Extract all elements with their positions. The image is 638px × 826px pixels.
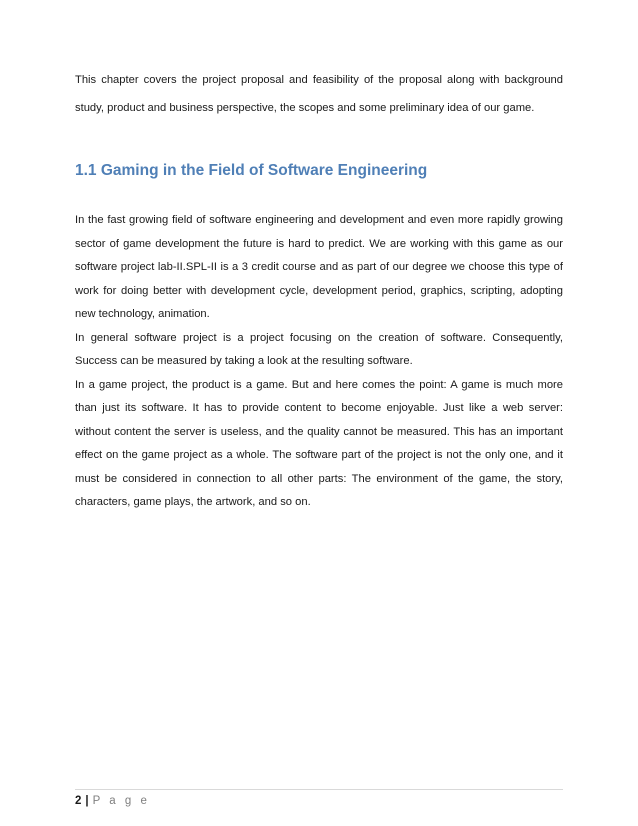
page-number: 2 <box>75 795 82 807</box>
footer-separator: | <box>85 795 89 807</box>
intro-paragraph: This chapter covers the project proposal and feasibility of the proposal along with background study, product and business perspective, the scopes and some preliminary idea of our game. <box>75 74 563 114</box>
page-label: P a g e <box>92 795 150 807</box>
body-paragraph-3: In a game project, the product is a game. But and here comes the point: A game is much more than just its software. It has to provide content to become enjoyable. Just like a web server: without content the server is useless, and the quality cannot be measured. This has an important effect on the game project as a whole. The software part of the project is not the only one, and it must be considered in connection to all other parts: The environment of the game, the story, characters, game plays, the artwork, and so on. <box>75 378 563 508</box>
page-footer <box>75 789 563 816</box>
body-paragraph-1: In the fast growing field of software engineering and development and even more rapidly growing sector of game development the future is hard to predict. We are working with this game as our software project lab-II.SPL-II is a 3 credit course and as part of our degree we choose this type of work for doing better with development cycle, development period, graphics, scripting, adopting new technology, animation. <box>75 214 563 320</box>
section-heading: 1.1 Gaming in the Field of Software Engineering <box>75 162 428 179</box>
body-paragraph-2: In general software project is a project focusing on the creation of software. Consequently, Success can be measured by taking a look at the resulting software. <box>75 331 563 367</box>
section-body <box>75 209 563 515</box>
